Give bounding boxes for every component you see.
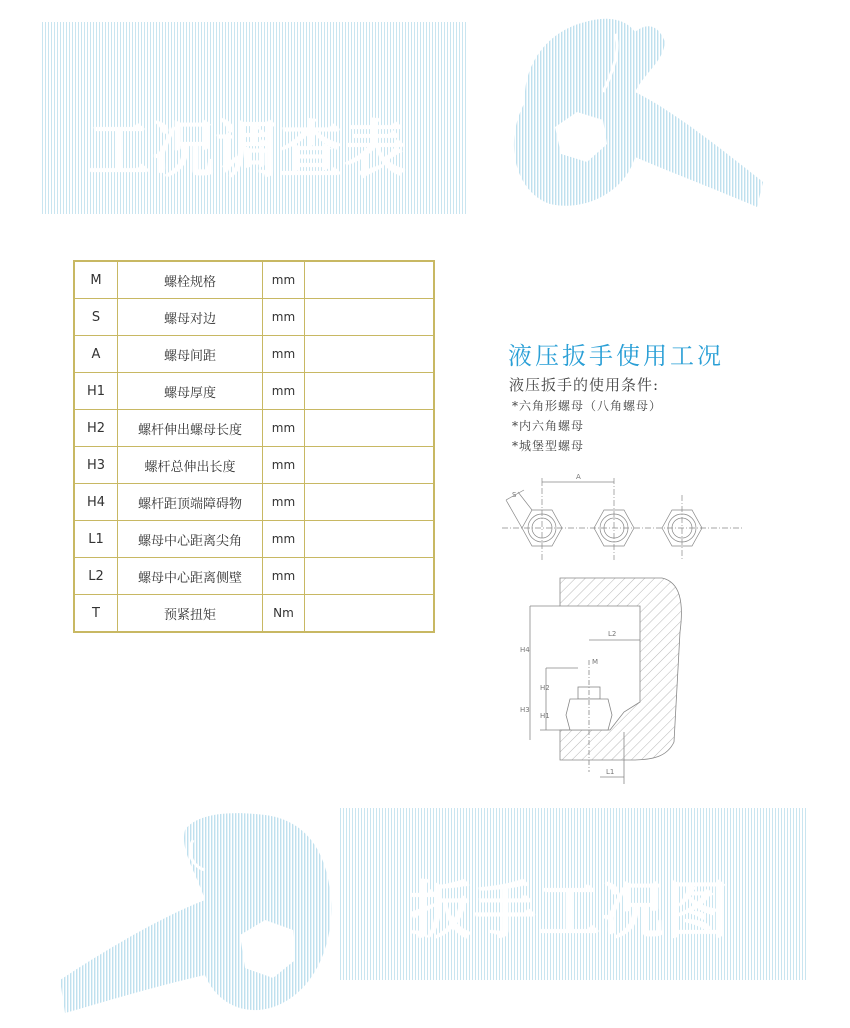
top-banner-title: 工况调查表 <box>87 112 408 186</box>
parameter-name-cell: 螺母对边 <box>118 299 263 336</box>
value-input-cell[interactable] <box>305 484 435 521</box>
value-input-cell[interactable] <box>305 521 435 558</box>
table-row <box>74 299 434 336</box>
parameter-name-cell: 螺母中心距离尖角 <box>118 521 263 558</box>
unit-cell: mm <box>263 373 305 410</box>
parameter-name-cell: 螺杆伸出螺母长度 <box>118 410 263 447</box>
cross-section-diagram <box>512 572 692 794</box>
value-input-cell[interactable] <box>305 261 435 299</box>
unit-cell: mm <box>263 558 305 595</box>
value-input-cell[interactable] <box>305 336 435 373</box>
bottom-banner-title: 扳手工况图 <box>409 873 730 947</box>
table-row <box>74 521 434 558</box>
value-input-cell[interactable] <box>305 595 435 633</box>
unit-cell: mm <box>263 336 305 373</box>
symbol-cell: H2 <box>74 410 118 447</box>
wrench-illustration-bottom <box>55 810 340 1015</box>
nut-dim-a-label: A <box>576 473 581 481</box>
condition-item: *六角形螺母（八角螺母） <box>512 399 663 413</box>
conditions-list <box>512 396 662 456</box>
parameter-name-cell: 螺杆距顶端障碍物 <box>118 484 263 521</box>
nut-dim-s-label: S <box>512 491 517 499</box>
dim-h2-label: H2 <box>540 684 550 692</box>
parameter-name-cell: 预紧扭矩 <box>118 595 263 633</box>
dim-h1-label: H1 <box>540 712 550 720</box>
symbol-cell: M <box>74 261 118 299</box>
table-row <box>74 336 434 373</box>
dim-l1-label: L1 <box>606 768 615 776</box>
parameter-name-cell: 螺母中心距离侧壁 <box>118 558 263 595</box>
symbol-cell: S <box>74 299 118 336</box>
conditions-subtitle: 液压扳手的使用条件: <box>509 376 660 394</box>
unit-cell: Nm <box>263 595 305 633</box>
parameter-name-cell: 螺杆总伸出长度 <box>118 447 263 484</box>
bottom-banner <box>340 808 808 980</box>
symbol-cell: L1 <box>74 521 118 558</box>
conditions-title: 液压扳手使用工况 <box>508 342 724 370</box>
table-row <box>74 410 434 447</box>
table-row <box>74 447 434 484</box>
value-input-cell[interactable] <box>305 299 435 336</box>
symbol-cell: L2 <box>74 558 118 595</box>
unit-cell: mm <box>263 410 305 447</box>
dim-h4-label: H4 <box>520 646 530 654</box>
value-input-cell[interactable] <box>305 373 435 410</box>
parameter-name-cell: 螺母间距 <box>118 336 263 373</box>
unit-cell: mm <box>263 447 305 484</box>
value-input-cell[interactable] <box>305 558 435 595</box>
table-row <box>74 595 434 633</box>
nut-spacing-diagram <box>502 470 742 560</box>
unit-cell: mm <box>263 299 305 336</box>
value-input-cell[interactable] <box>305 410 435 447</box>
symbol-cell: H4 <box>74 484 118 521</box>
unit-cell: mm <box>263 261 305 299</box>
top-banner <box>42 22 468 214</box>
table-row <box>74 484 434 521</box>
symbol-cell: A <box>74 336 118 373</box>
wrench-illustration-top <box>495 12 767 212</box>
dim-h3-label: H3 <box>520 706 530 714</box>
symbol-cell: H1 <box>74 373 118 410</box>
parameter-name-cell: 螺栓规格 <box>118 261 263 299</box>
condition-item: *城堡型螺母 <box>512 439 585 453</box>
symbol-cell: T <box>74 595 118 633</box>
symbol-cell: H3 <box>74 447 118 484</box>
condition-item: *内六角螺母 <box>512 419 585 433</box>
dim-l2-label: L2 <box>608 630 617 638</box>
dim-m-label: M <box>592 658 599 666</box>
parameter-name-cell: 螺母厚度 <box>118 373 263 410</box>
unit-cell: mm <box>263 484 305 521</box>
table-row <box>74 373 434 410</box>
table-row <box>74 558 434 595</box>
table-row <box>74 261 434 299</box>
condition-survey-table <box>73 260 435 633</box>
unit-cell: mm <box>263 521 305 558</box>
value-input-cell[interactable] <box>305 447 435 484</box>
